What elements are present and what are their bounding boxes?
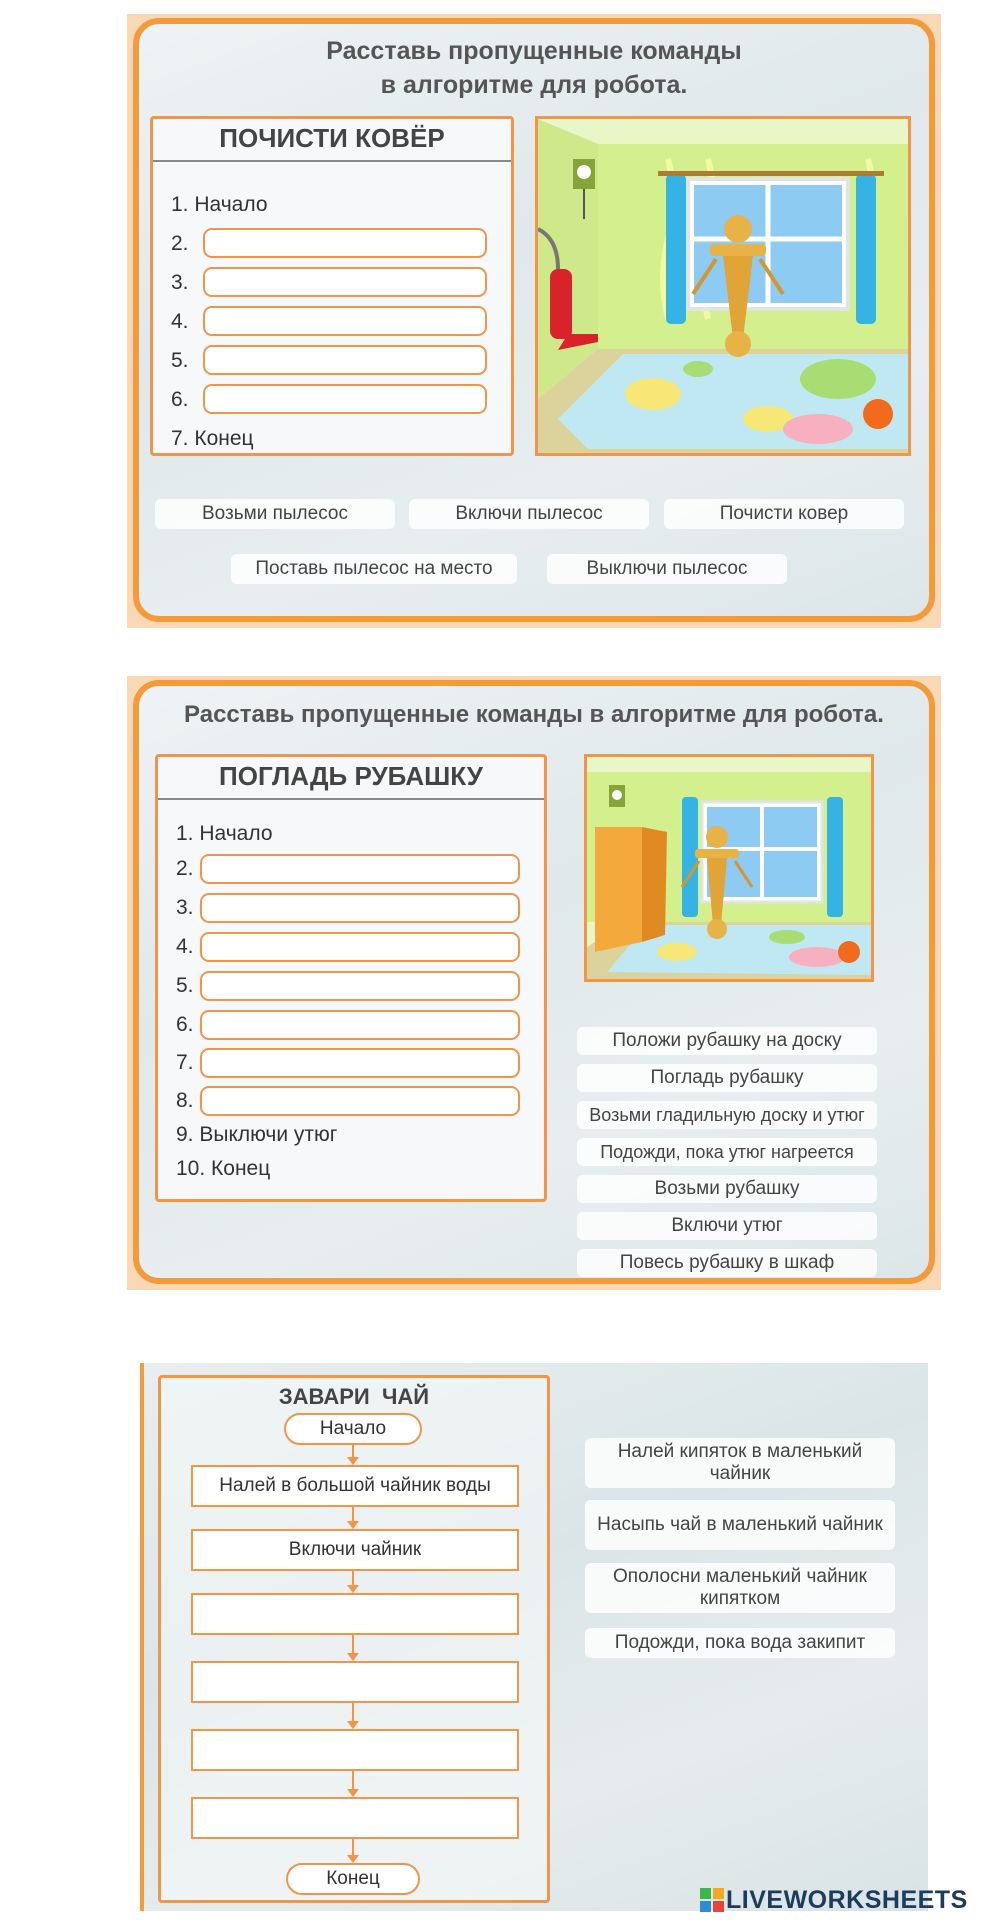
option-chip[interactable]: Подожди, пока утюг нагреется <box>577 1138 877 1166</box>
panel2-robot-scene <box>584 754 874 982</box>
answer-slot-4[interactable] <box>203 306 487 336</box>
flow-answer-slot-3[interactable] <box>191 1593 519 1635</box>
panel2 <box>133 680 935 1284</box>
panel2-title: Расставь пропущенные команды в алгоритме для робота. <box>184 701 884 728</box>
step-6: 6. <box>171 388 189 411</box>
answer-slot-3[interactable] <box>203 267 487 297</box>
option-chip[interactable]: Выключи пылесос <box>547 554 787 584</box>
option-chip[interactable]: Включи утюг <box>577 1212 877 1240</box>
panel1-title-line1: Расставь пропущенные команды <box>326 37 742 65</box>
step-9: 9. Выключи утюг <box>176 1123 338 1146</box>
flow-step-1: Налей в большой чайник воды <box>191 1465 519 1507</box>
option-chip[interactable]: Поставь пылесос на место <box>231 554 517 584</box>
step-2: 2. <box>171 232 189 255</box>
step-3: 3. <box>176 896 194 919</box>
flow-arrow <box>352 1839 354 1861</box>
step-7: 7. Конец <box>171 427 254 450</box>
logo-text: LIVEWORKSHEETS <box>726 1885 968 1914</box>
liveworksheets-logo[interactable] <box>700 1884 968 1916</box>
answer-slot-6[interactable] <box>200 1010 520 1040</box>
flow-answer-slot-6[interactable] <box>191 1797 519 1839</box>
flow-arrow <box>352 1571 354 1591</box>
answer-slot-5[interactable] <box>200 971 520 1001</box>
answer-slot-6[interactable] <box>203 384 487 414</box>
panel1-robot-scene <box>535 116 911 456</box>
flow-arrow <box>352 1445 354 1463</box>
logo-icon <box>700 1888 724 1912</box>
option-chip[interactable]: Ополосни маленький чайник кипятком <box>585 1563 895 1613</box>
answer-slot-5[interactable] <box>203 345 487 375</box>
step-6: 6. <box>176 1013 194 1036</box>
flow-arrow <box>352 1507 354 1527</box>
flow-start: Начало <box>284 1413 422 1445</box>
step-4: 4. <box>176 935 194 958</box>
option-chip[interactable]: Насыпь чай в маленький чайник <box>585 1500 895 1550</box>
room-wardrobe-illustration <box>587 757 871 979</box>
answer-slot-4[interactable] <box>200 932 520 962</box>
panel1-title-line2: в алгоритме для робота. <box>380 71 688 99</box>
step-5: 5. <box>176 974 194 997</box>
option-chip[interactable]: Погладь рубашку <box>577 1064 877 1092</box>
option-chip[interactable]: Почисти ковер <box>664 499 904 529</box>
option-chip[interactable]: Включи пылесос <box>409 499 649 529</box>
panel3-flowchart-box <box>158 1375 550 1903</box>
answer-slot-3[interactable] <box>200 893 520 923</box>
step-3: 3. <box>171 271 189 294</box>
option-chip[interactable]: Повесь рубашку в шкаф <box>577 1249 877 1277</box>
panel2-algorithm-box <box>155 754 547 1202</box>
step-1: 1. Начало <box>176 822 273 845</box>
flow-step-2: Включи чайник <box>191 1529 519 1571</box>
flow-arrow <box>352 1703 354 1727</box>
flow-arrow <box>352 1771 354 1795</box>
step-1: 1. Начало <box>171 193 268 216</box>
option-chip[interactable]: Возьми рубашку <box>577 1175 877 1203</box>
step-8: 8. <box>176 1089 194 1112</box>
panel2-box-title: ПОГЛАДЬ РУБАШКУ <box>158 757 544 800</box>
panel1 <box>133 18 935 622</box>
flow-answer-slot-5[interactable] <box>191 1729 519 1771</box>
panel1-algorithm-box <box>150 116 514 456</box>
option-chip[interactable]: Возьми гладильную доску и утюг <box>577 1101 877 1129</box>
panel3-title: ЗАВАРИ ЧАЙ <box>278 1384 430 1409</box>
answer-slot-8[interactable] <box>200 1086 520 1116</box>
flow-answer-slot-4[interactable] <box>191 1661 519 1703</box>
step-5: 5. <box>171 349 189 372</box>
step-10: 10. Конец <box>176 1157 271 1180</box>
step-7: 7. <box>176 1051 194 1074</box>
flow-arrow <box>352 1635 354 1659</box>
option-chip[interactable]: Возьми пылесос <box>155 499 395 529</box>
panel3-left-border <box>140 1363 144 1911</box>
flow-end: Конец <box>286 1863 420 1895</box>
answer-slot-2[interactable] <box>203 228 487 258</box>
option-chip[interactable]: Подожди, пока вода закипит <box>585 1628 895 1658</box>
option-chip[interactable]: Налей кипяток в маленький чайник <box>585 1438 895 1488</box>
answer-slot-2[interactable] <box>200 854 520 884</box>
step-2: 2. <box>176 857 194 880</box>
step-4: 4. <box>171 310 189 333</box>
answer-slot-7[interactable] <box>200 1048 520 1078</box>
panel3 <box>140 1363 928 1911</box>
option-chip[interactable]: Положи рубашку на доску <box>577 1027 877 1055</box>
room-vacuum-illustration <box>538 119 908 453</box>
panel1-box-title: ПОЧИСТИ КОВЁР <box>153 119 511 162</box>
